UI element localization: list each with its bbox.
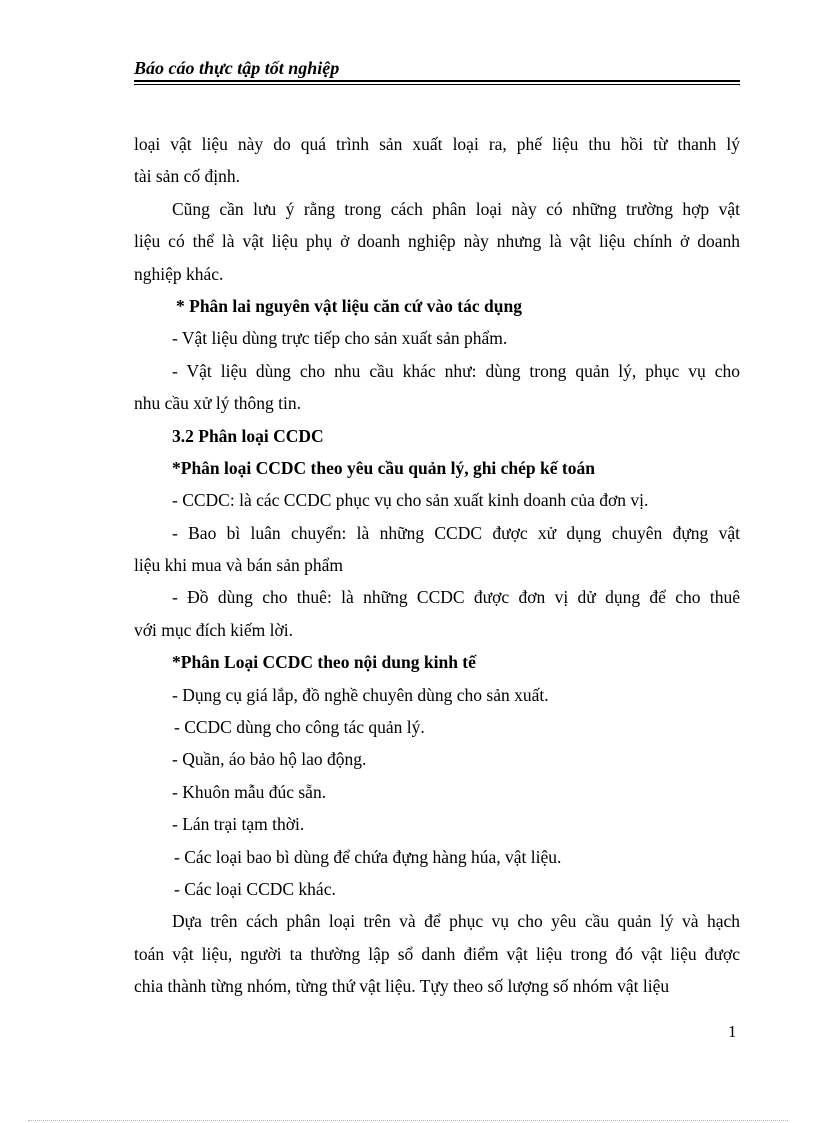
- paragraph-line: tài sản cố định.: [134, 166, 240, 187]
- list-item: - Quần, áo bảo hộ lao động.: [172, 749, 367, 770]
- paragraph-line: liệu có thể là vật liệu phụ ở doanh nghiệp này nhưng là vật liệu chính ở doanh: [134, 231, 740, 252]
- page-number: 1: [728, 1022, 737, 1041]
- list-item: - Đồ dùng cho thuê: là những CCDC được đơn vị dử dụng để cho thuê: [172, 587, 740, 608]
- list-item: - Lán trại tạm thời.: [172, 814, 305, 835]
- paragraph-line: chia thành từng nhóm, từng thứ vật liệu. Tựy theo số lượng số nhóm vật liệu: [134, 976, 670, 997]
- list-item: - CCDC: là các CCDC phục vụ cho sản xuất kinh doanh của đơn vị.: [172, 490, 649, 511]
- paragraph-line: Dựa trên cách phân loại trên và để phục vụ cho yêu cầu quản lý và hạch: [172, 911, 740, 932]
- list-item: - Vật liệu dùng trực tiếp cho sản xuất sản phẩm.: [172, 328, 508, 349]
- body-text: [134, 128, 740, 1003]
- list-item: - Vật liệu dùng cho nhu cầu khác như: dùng trong quản lý, phục vụ cho: [172, 360, 740, 381]
- section-heading: *Phân loại CCDC theo yêu cầu quản lý, ghi chép kế toán: [172, 457, 595, 478]
- paragraph-line: Cũng cần lưu ý rằng trong cách phân loại này có những trường hợp vật: [172, 198, 740, 219]
- paragraph-line: nhu cầu xử lý thông tin.: [134, 393, 301, 414]
- section-heading: 3.2 Phân loại CCDC: [172, 425, 324, 446]
- page-bottom-divider: [28, 1120, 788, 1121]
- page-header-title: Báo cáo thực tập tốt nghiệp: [134, 58, 340, 78]
- list-item: - CCDC dùng cho công tác quản lý.: [174, 717, 425, 738]
- list-item: - Các loại CCDC khác.: [174, 878, 336, 899]
- paragraph-line: với mục đích kiếm lời.: [134, 619, 293, 640]
- header-rule-thick: [134, 80, 740, 82]
- paragraph-line: nghiệp khác.: [134, 263, 224, 284]
- list-item: - Khuôn mẫu đúc sẵn.: [172, 781, 327, 802]
- section-heading: * Phân lai nguyên vật liệu căn cứ vào tác dụng: [176, 295, 522, 316]
- header-rule-thin: [134, 84, 740, 85]
- paragraph-line: toán vật liệu, người ta thường lập sổ danh điểm vật liệu trong đó vật liệu được: [134, 943, 740, 964]
- section-heading: *Phân Loại CCDC theo nội dung kinh tế: [172, 652, 476, 673]
- paragraph-line: loại vật liệu này do quá trình sản xuất loại ra, phế liệu thu hồi từ thanh lý: [134, 134, 740, 154]
- paragraph-line: liệu khi mua và bán sản phẩm: [134, 555, 343, 576]
- list-item: - Các loại bao bì dùng để chứa đựng hàng húa, vật liệu.: [174, 846, 562, 867]
- list-item: - Bao bì luân chuyển: là những CCDC được xử dụng chuyên đựng vật: [172, 522, 740, 543]
- list-item: - Dụng cụ giá lắp, đồ nghề chuyên dùng cho sản xuất.: [172, 684, 549, 705]
